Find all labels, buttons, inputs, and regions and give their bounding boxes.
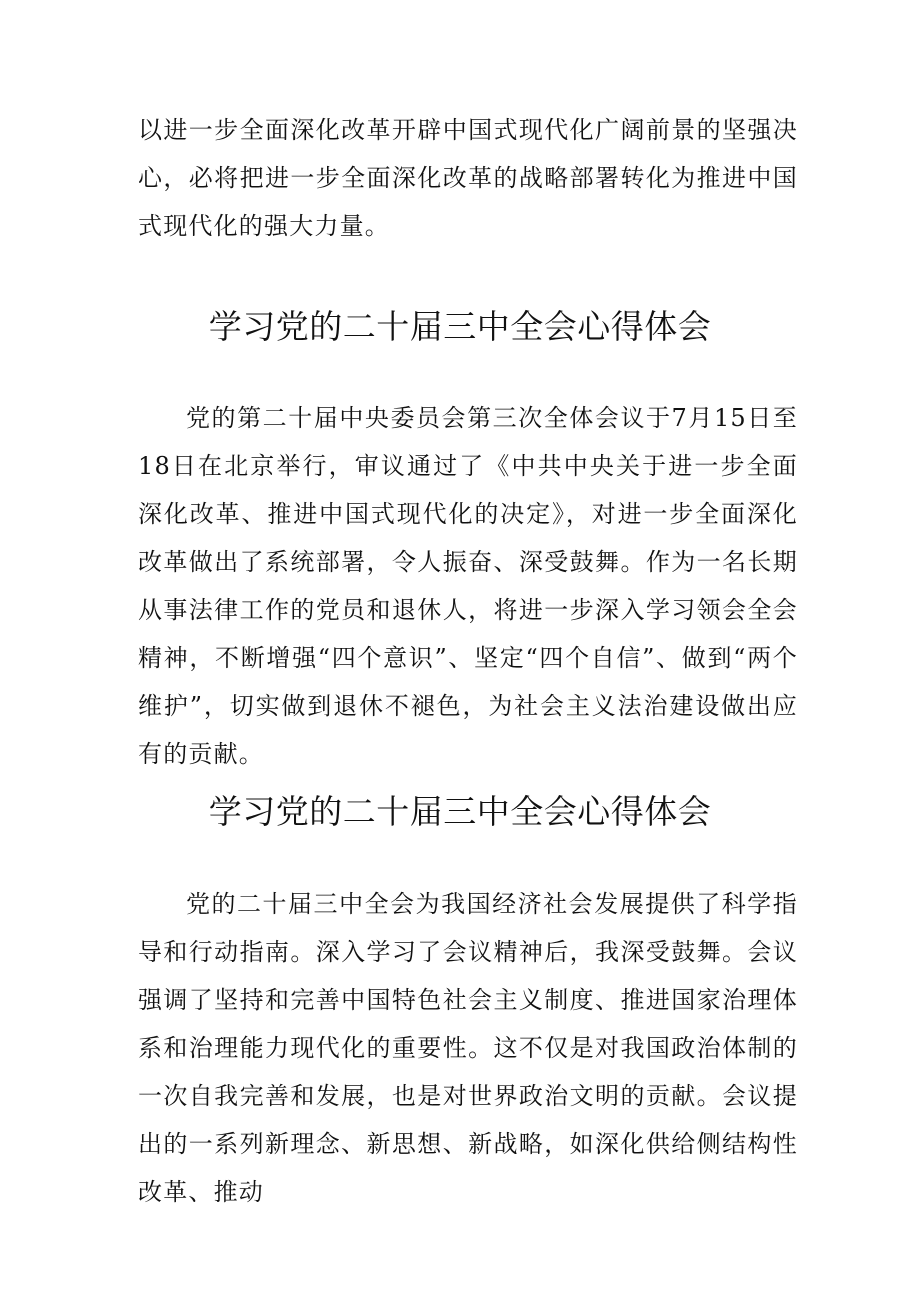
section-heading: 学习党的二十届三中全会心得体会 <box>208 307 712 346</box>
section-paragraph: 党的二十届三中全会为我国经济社会发展提供了科学指导和行动指南。深入学习了会议精神后，我深受鼓舞。会议强调了坚持和完善中国特色社会主义制度、推进国家治理体系和治理能力现代化的重要性。这不仅是对我国政治体制的一次自我完善和发展，也是对世界政治文明的贡献。会议提出的一系列新理念、新思想、新战略，如深化供给侧结构性改革、推动 <box>138 890 798 1206</box>
intro-paragraph: 以进一步全面深化改革开辟中国式现代化广阔前景的坚强决心，必将把进一步全面深化改革的战略部署转化为推进中国式现代化的强大力量。 <box>138 116 798 240</box>
section-paragraph: 党的第二十届中央委员会第三次全体会议于7月15日至18日在北京举行，审议通过了《中共中央关于进一步全面深化改革、推进中国式现代化的决定》，对进一步全面深化改革做出了系统部署，令人振奋、深受鼓舞。作为一名长期从事法律工作的党员和退休人，将进一步深入学习领会全会精神，不断增强“四个意识”、坚定“四个自信”、做到“两个维护”，切实做到退休不褪色，为社会主义法治建设做出应有的贡献。 <box>138 404 798 768</box>
section-heading: 学习党的二十届三中全会心得体会 <box>208 792 712 831</box>
